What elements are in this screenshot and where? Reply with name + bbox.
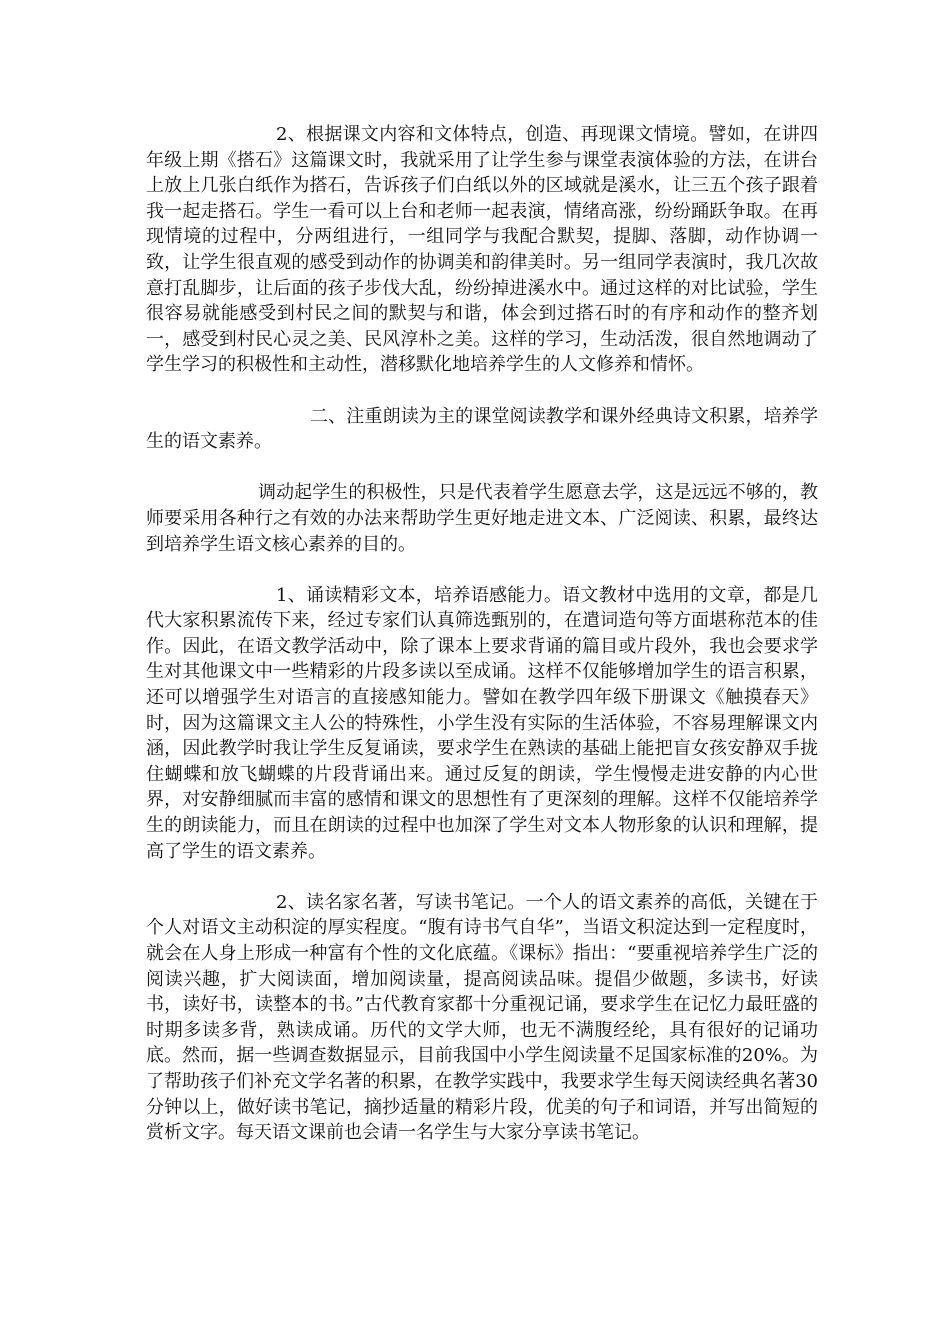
- paragraph-scene-recreation: 2、根据课文内容和文体特点，创造、再现课文情境。譬如，在讲四年级上期《搭石》这篇课文时，我就采用了让学生参与课堂表演体验的方法，在讲台上放上几张白纸作为搭石，告诉孩子们白纸以外的区域就是溪水，让三五个孩子跟着我一起走搭石。学生一看可以上台和老师一起表演，情绪高涨，纷纷踊跃争取。在再现情境的过程中，分两组进行，一组同学与我配合默契，提脚、落脚，动作协调一致，让学生很直观的感受到动作的协调美和韵律美时。另一组同学表演时，我几次故意打乱脚步，让后面的孩子步伐大乱，纷纷掉进溪水中。通过这样的对比试验，学生很容易就能感受到村民之间的默契与和谐，体会到过搭石时的有序和动作的整齐划一，感受到村民心灵之美、民风淳朴之美。这样的学习，生动活泼，很自然地调动了学生学习的积极性和主动性，潜移默化地培养学生的人文修养和情怀。: [146, 124, 818, 376]
- paragraph-classics-reading: 2、读名家名著，写读书笔记。一个人的语文素养的高低，关键在于个人对语文主动积淀的厚实程度。“腹有诗书气自华”，当语文积淀达到一定程度时，就会在人身上形成一种富有个性的文化底蕴。《课标》指出：“要重视培养学生广泛的阅读兴趣，扩大阅读面，增加阅读量，提高阅读品味。提倡少做题，多读书，好读书，读好书，读整本的书。”古代教育家都十分重视记诵，要求学生在记忆力最旺盛的时期多读多背，熟读成诵。历代的文学大师，也无不满腹经纶，具有很好的记诵功底。然而，据一些调查数据显示，目前我国中小学生阅读量不足国家标准的20%。为了帮助孩子们补充文学名著的积累，在教学实践中，我要求学生每天阅读经典名著30分钟以上，做好读书笔记，摘抄适量的精彩片段，优美的句子和词语，并写出简短的赏析文字。每天语文课前也会请一名学生与大家分享读书笔记。: [146, 891, 818, 1144]
- paragraph-recitation: 1、诵读精彩文本，培养语感能力。语文教材中选用的文章，都是几代大家积累流传下来，经过专家们认真筛选甄别的，在遣词造句等方面堪称范本的佳作。因此，在语文教学活动中，除了课本上要求背诵的篇目或片段外，我也会要求学生对其他课文中一些精彩的片段多读以至成诵。这样不仅能够增加学生的语言积累，还可以增强学生对语言的直接感知能力。譬如在教学四年级下册课文《触摸春天》时，因为这篇课文主人公的特殊性，小学生没有实际的生活体验，不容易理解课文内涵，因此教学时我让学生反复诵读，要求学生在熟读的基础上能把盲女孩安静双手拢住蝴蝶和放飞蝴蝶的片段背诵出来。通过反复的朗读，学生慢慢走进安静的内心世界，对安静细腻而丰富的感情和课文的思想性有了更深刻的理解。这样不仅能培养学生的朗读能力，而且在朗读的过程中也加深了学生对文本人物形象的认识和理解，提高了学生的语文素养。: [146, 584, 818, 862]
- document-page: [146, 122, 818, 1171]
- paragraph-motivation: 调动起学生的积极性，只是代表着学生愿意去学，这是远远不够的，教师要采用各种行之有效的办法来帮助学生更好地走进文本、广泛阅读、积累，最终达到培养学生语文核心素养的目的。: [146, 482, 818, 555]
- section-heading-reading: 二、注重朗读为主的课堂阅读教学和课外经典诗文积累，培养学生的语文素养。: [146, 405, 818, 453]
